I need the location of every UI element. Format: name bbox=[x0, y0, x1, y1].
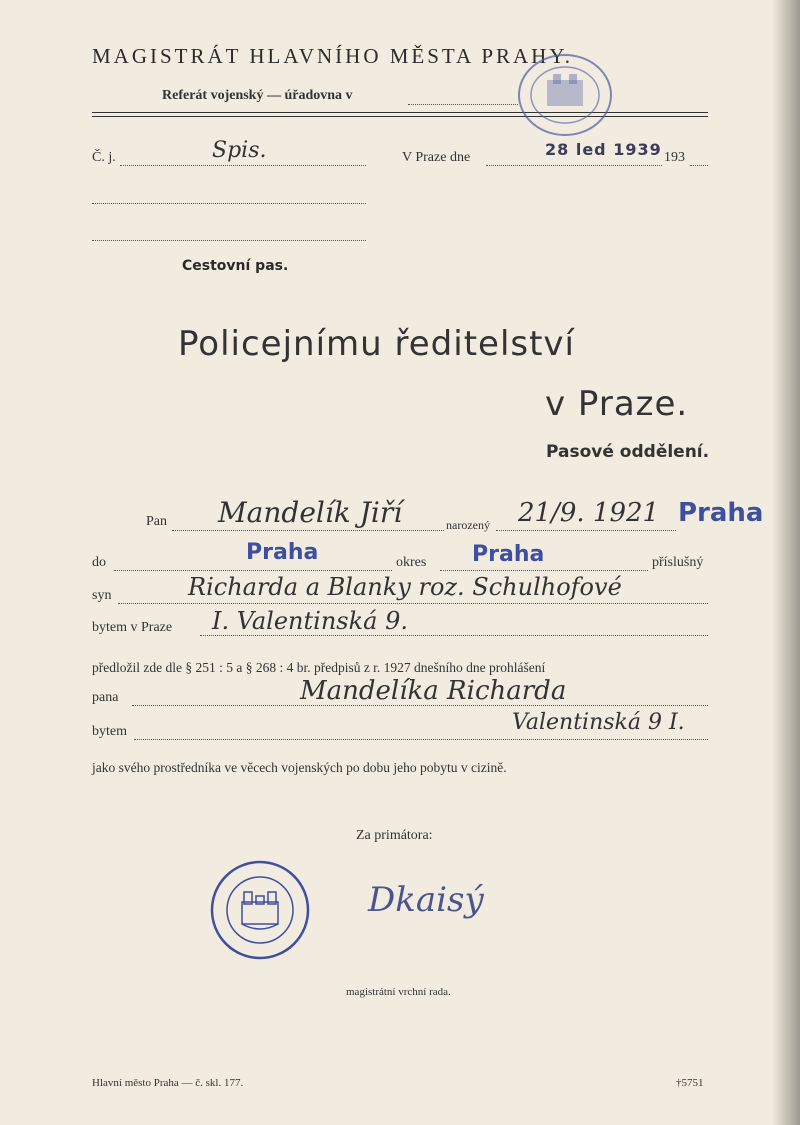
header-rule-bottom bbox=[92, 116, 708, 117]
okres-label: okres bbox=[396, 555, 427, 570]
subheader-blank-line bbox=[408, 104, 518, 105]
born-line bbox=[496, 530, 676, 531]
addressee-line-1: Policejnímu ředitelství bbox=[178, 324, 575, 364]
bytem2-line bbox=[134, 739, 708, 740]
syn-line bbox=[118, 603, 708, 604]
prislusny-label: příslušný bbox=[652, 555, 704, 570]
pana-label: pana bbox=[92, 690, 119, 705]
footer-right: †5751 bbox=[676, 1077, 704, 1089]
addressee-line-3: Pasové oddělení. bbox=[546, 442, 710, 462]
born-value: 21/9. 1921 bbox=[518, 498, 660, 528]
born-label: narozený bbox=[446, 518, 490, 532]
closing-text: jako svého prostředníka ve věcech vojenských po dobu jeho pobytu v cizině. bbox=[92, 760, 507, 775]
za-primatora-label: Za primátora: bbox=[356, 828, 433, 843]
legal-text: předložil zde dle § 251 : 5 a § 268 : 4 br. předpisů z r. 1927 dnešního dne prohlášení bbox=[92, 660, 546, 675]
footer-left: Hlavní město Praha — č. skl. 177. bbox=[92, 1077, 244, 1089]
subject-label: Cestovní pas. bbox=[182, 258, 289, 274]
do-stamp: Praha bbox=[246, 540, 319, 565]
place-date-label: V Praze dne bbox=[402, 150, 471, 165]
year-line bbox=[690, 165, 708, 166]
syn-label: syn bbox=[92, 588, 112, 603]
document-subheader: Referát vojenský — úřadovna v bbox=[162, 88, 353, 103]
reference-label: Č. j. bbox=[92, 150, 116, 165]
syn-value: Richarda a Blanky roz. Schulhofové bbox=[188, 573, 622, 601]
header-round-stamp bbox=[515, 50, 615, 140]
header-rule-top bbox=[92, 112, 708, 113]
bytem2-value: Valentinská 9 I. bbox=[512, 710, 685, 735]
date-line bbox=[486, 165, 662, 166]
born-stamp: Praha bbox=[678, 498, 764, 528]
pan-line bbox=[172, 530, 444, 531]
pan-value: Mandelík Jiří bbox=[218, 496, 403, 529]
do-label: do bbox=[92, 555, 106, 570]
okres-line bbox=[440, 570, 648, 571]
page-edge-shadow bbox=[772, 0, 800, 1125]
blank-line-1 bbox=[92, 203, 366, 204]
blank-line-2 bbox=[92, 240, 366, 241]
date-stamp: 28 led 1939 bbox=[545, 140, 662, 159]
signature: Dkaisý bbox=[368, 880, 484, 920]
bytem-value: I. Valentinská 9. bbox=[212, 607, 408, 635]
addressee-line-2: v Praze. bbox=[545, 384, 689, 424]
okres-stamp: Praha bbox=[472, 542, 545, 567]
pana-value: Mandelíka Richarda bbox=[300, 676, 567, 706]
bytem2-label: bytem bbox=[92, 724, 127, 739]
year-suffix: 193 bbox=[664, 150, 685, 165]
reference-line bbox=[120, 165, 366, 166]
signature-title: magistrátní vrchní rada. bbox=[346, 986, 451, 998]
do-line bbox=[114, 570, 392, 571]
pan-label: Pan bbox=[146, 514, 167, 529]
reference-value: Spis. bbox=[212, 138, 267, 163]
bytem-line bbox=[200, 635, 708, 636]
document-header-title: MAGISTRÁT HLAVNÍHO MĚSTA PRAHY. bbox=[92, 44, 574, 68]
bytem-label: bytem v Praze bbox=[92, 620, 173, 635]
official-seal bbox=[208, 858, 312, 962]
